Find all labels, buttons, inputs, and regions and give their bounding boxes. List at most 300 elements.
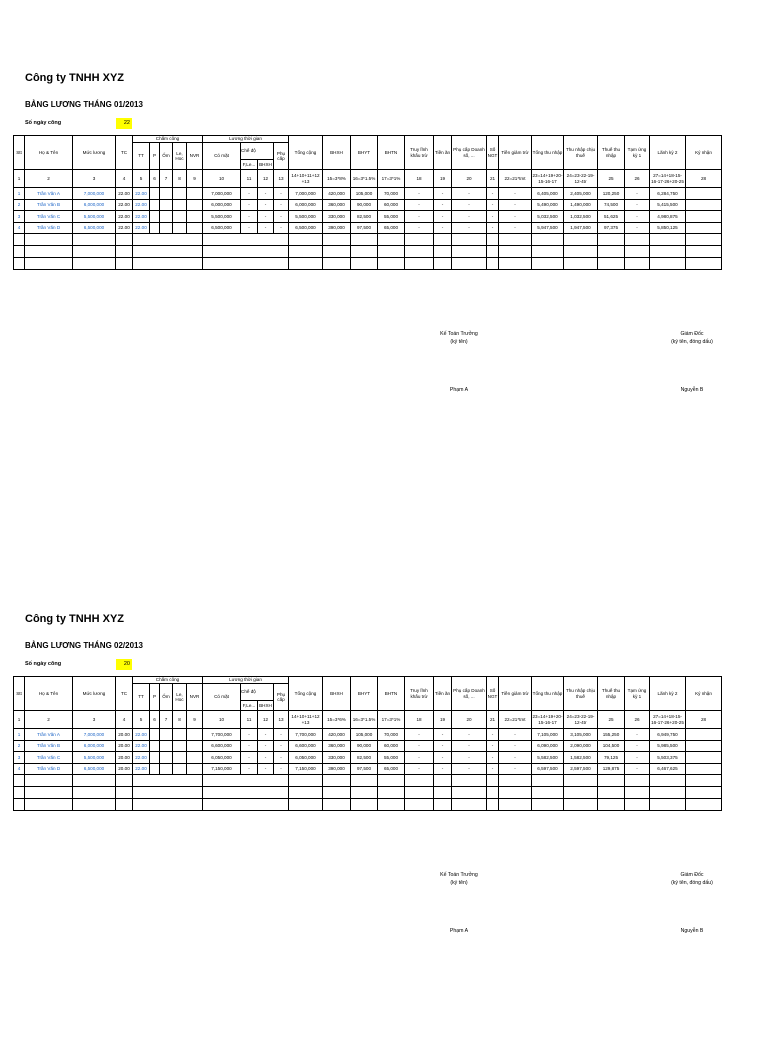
empty-cell (564, 234, 598, 246)
index-cell: 3 (73, 170, 116, 188)
cell-giam-tru: - (499, 199, 532, 211)
empty-cell (73, 787, 116, 799)
cell-co-mat: 7,700,000 (203, 729, 241, 741)
index-cell: 15=3*8% (323, 170, 351, 188)
col-phu-cap-ds-header: Phụ cấp Doanh số, ... (452, 677, 487, 711)
index-cell: 14+10+11+12 +13 (289, 711, 323, 729)
empty-cell (625, 246, 650, 258)
empty-cell (532, 246, 564, 258)
time-salary-group-header: Lương thời gian (203, 136, 289, 143)
cell-bhxh-sub: - (258, 211, 274, 223)
company-name: Công ty TNHH XYZ (25, 613, 124, 625)
empty-row (14, 787, 722, 799)
cell-f-le: - (241, 199, 258, 211)
empty-cell (133, 775, 203, 787)
empty-cell (625, 234, 650, 246)
cell-name[interactable]: Trần Văn A (25, 729, 73, 741)
col-name-header: Họ & Tên (25, 677, 73, 711)
empty-cell (289, 258, 323, 270)
empty-cell (625, 799, 650, 811)
empty-cell (323, 246, 351, 258)
col-p-header: P (150, 143, 160, 170)
empty-cell (351, 775, 378, 787)
empty-cell (25, 258, 73, 270)
cell-name[interactable]: Trần Văn A (25, 188, 73, 200)
cell-total: 6,000,000 (289, 199, 323, 211)
col-bhxh-header: BHXH (323, 677, 351, 711)
cell-linh-ky2: 5,985,500 (650, 740, 686, 752)
index-cell: 9 (187, 711, 203, 729)
col-co-mat-header: Có mặt (203, 143, 241, 170)
cell-bhxh: 390,000 (323, 222, 351, 234)
table-row (14, 752, 722, 764)
cell-giam-tru: - (499, 752, 532, 764)
cell-thu-nhap-chiu-thue: 3,105,000 (564, 729, 598, 741)
col-tong-thu-nhap-header: Tổng thu nhập (532, 136, 564, 170)
empty-cell (650, 234, 686, 246)
cell-nvr (187, 222, 203, 234)
cell-so-ngt: - (487, 222, 499, 234)
empty-cell (452, 234, 487, 246)
empty-cell (378, 799, 405, 811)
index-cell: 24=23-22-19-12-4tr (564, 711, 598, 729)
cell-giam-tru: - (499, 222, 532, 234)
cell-tam-ung: - (625, 752, 650, 764)
director-note: (ký tên, đóng dấu) (671, 879, 713, 886)
empty-cell (133, 246, 203, 258)
empty-cell (650, 787, 686, 799)
index-cell: 19 (434, 170, 452, 188)
cell-bhyt: 82,500 (351, 211, 378, 223)
work-days-value[interactable]: 20 (116, 659, 132, 670)
col-truy-linh-header: Truy lĩnh khấu trừ (405, 136, 434, 170)
cell-nvr (187, 199, 203, 211)
cell-bhyt: 105,000 (351, 188, 378, 200)
cell-bhtn: 60,000 (378, 199, 405, 211)
index-cell: 22=21*tmt (499, 170, 532, 188)
empty-cell (598, 246, 625, 258)
table-row (14, 211, 722, 223)
cell-bhxh-sub: - (258, 740, 274, 752)
accountant-signature (420, 331, 498, 346)
empty-cell (116, 234, 133, 246)
index-cell: 1 (14, 711, 25, 729)
index-cell: 2 (25, 711, 73, 729)
work-days-value[interactable]: 22 (116, 118, 132, 129)
index-cell: 23=14+19+20-15-16-17 (532, 711, 564, 729)
time-salary-group-header: Lương thời gian (203, 677, 289, 684)
cell-tien-an: - (434, 199, 452, 211)
empty-cell (14, 775, 25, 787)
cell-nvr (187, 729, 203, 741)
empty-cell (378, 234, 405, 246)
cell-so-ngt: - (487, 752, 499, 764)
empty-cell (289, 246, 323, 258)
cell-phu-cap: - (274, 740, 289, 752)
empty-cell (598, 775, 625, 787)
col-thu-nhap-chiu-thue-header: Thu nhập chịu thuế (564, 136, 598, 170)
empty-cell (323, 775, 351, 787)
cell-tc: 22.00 (116, 199, 133, 211)
index-cell: 26 (625, 170, 650, 188)
cell-tt: 22.00 (133, 211, 150, 223)
cell-f-le: - (241, 188, 258, 200)
cell-le-hoc (173, 729, 187, 741)
cell-f-le: - (241, 752, 258, 764)
cell-linh-ky2: 6,949,750 (650, 729, 686, 741)
header-row (14, 136, 722, 143)
cell-tam-ung: - (625, 199, 650, 211)
index-cell: 9 (187, 170, 203, 188)
empty-cell (625, 258, 650, 270)
index-cell: 11 (241, 170, 258, 188)
cell-truy-linh: - (405, 729, 434, 741)
empty-cell (378, 787, 405, 799)
col-giam-tru-header: Tiền giảm trừ (499, 677, 532, 711)
empty-cell (499, 258, 532, 270)
cell-giam-tru: - (499, 740, 532, 752)
empty-cell (434, 234, 452, 246)
empty-cell (14, 246, 25, 258)
cell-tien-an: - (434, 211, 452, 223)
col-tc-header: TC (116, 136, 133, 170)
table-row (14, 222, 722, 234)
index-cell: 18 (405, 170, 434, 188)
cell-linh-ky2: 6,284,750 (650, 188, 686, 200)
empty-cell (452, 787, 487, 799)
cell-phu-cap: - (274, 222, 289, 234)
empty-cell (434, 787, 452, 799)
cell-bhxh-sub: - (258, 188, 274, 200)
index-cell: 14+10+11+12 +13 (289, 170, 323, 188)
cell-om (160, 199, 173, 211)
cell-phu-cap-ds: - (452, 188, 487, 200)
empty-cell (25, 787, 73, 799)
cell-bhtn: 70,000 (378, 729, 405, 741)
empty-cell (351, 799, 378, 811)
cell-f-le: - (241, 211, 258, 223)
empty-cell (14, 799, 25, 811)
cell-bhxh-sub: - (258, 752, 274, 764)
cell-p (150, 763, 160, 775)
cell-tam-ung: - (625, 188, 650, 200)
empty-cell (351, 234, 378, 246)
empty-cell (289, 799, 323, 811)
cell-bhxh-sub: - (258, 729, 274, 741)
col-bhyt-header: BHYT (351, 677, 378, 711)
col-linh-ky2-header: Lãnh kỳ 2 (650, 136, 686, 170)
cell-bhxh: 390,000 (323, 763, 351, 775)
empty-cell (452, 246, 487, 258)
empty-cell (487, 234, 499, 246)
empty-cell (499, 775, 532, 787)
empty-cell (116, 775, 133, 787)
empty-cell (487, 775, 499, 787)
cell-bhtn: 70,000 (378, 188, 405, 200)
cell-giam-tru: - (499, 188, 532, 200)
accountant-note: (ký tên) (450, 879, 468, 886)
cell-truy-linh: - (405, 740, 434, 752)
cell-salary: 7,000,000 (73, 729, 116, 741)
cell-phu-cap-ds: - (452, 740, 487, 752)
cell-phu-cap: - (274, 752, 289, 764)
cell-name[interactable]: Trần Văn D (25, 222, 73, 234)
col-tong-thu-nhap-header: Tổng thu nhập (532, 677, 564, 711)
empty-cell (351, 258, 378, 270)
index-cell: 16=3*1.5% (351, 711, 378, 729)
payroll-title: BẢNG LƯƠNG THÁNG 01/2013 (25, 100, 143, 109)
cell-tong-thu-nhap: 5,490,000 (532, 199, 564, 211)
empty-cell (323, 258, 351, 270)
cell-phu-cap-ds: - (452, 222, 487, 234)
empty-cell (405, 775, 434, 787)
index-cell: 6 (150, 711, 160, 729)
table-row (14, 199, 722, 211)
cell-name[interactable]: Trần Văn C (25, 211, 73, 223)
empty-cell (564, 799, 598, 811)
col-om-header: Ốm (160, 684, 173, 711)
cell-thue: 97,375 (598, 222, 625, 234)
empty-cell (598, 234, 625, 246)
empty-cell (434, 775, 452, 787)
empty-cell (686, 775, 722, 787)
cell-phu-cap: - (274, 729, 289, 741)
attendance-group-header: Chấm công (133, 136, 203, 143)
index-cell: 12 (258, 711, 274, 729)
empty-cell (203, 799, 289, 811)
col-giam-tru-header: Tiền giảm trừ (499, 136, 532, 170)
index-row (14, 711, 722, 729)
cell-stt: 1 (14, 188, 25, 200)
cell-salary: 6,000,000 (73, 199, 116, 211)
col-bhxh-header: BHXH (323, 136, 351, 170)
empty-cell (133, 258, 203, 270)
payroll-sheet (0, 541, 768, 1053)
index-cell: 23=14+19+20-15-16-17 (532, 170, 564, 188)
cell-bhtn: 65,000 (378, 222, 405, 234)
empty-cell (598, 258, 625, 270)
cell-so-ngt: - (487, 763, 499, 775)
cell-ky-nhan (686, 729, 722, 741)
cell-f-le: - (241, 729, 258, 741)
empty-row (14, 258, 722, 270)
cell-thu-nhap-chiu-thue: 2,090,000 (564, 740, 598, 752)
empty-cell (686, 799, 722, 811)
cell-giam-tru: - (499, 729, 532, 741)
cell-phu-cap-ds: - (452, 199, 487, 211)
empty-cell (405, 799, 434, 811)
cell-om (160, 740, 173, 752)
cell-phu-cap: - (274, 188, 289, 200)
empty-cell (116, 799, 133, 811)
cell-thue: 155,250 (598, 729, 625, 741)
empty-cell (378, 246, 405, 258)
index-cell: 2 (25, 170, 73, 188)
cell-thu-nhap-chiu-thue: 1,032,500 (564, 211, 598, 223)
empty-cell (650, 799, 686, 811)
index-cell: 11 (241, 711, 258, 729)
cell-salary: 6,500,000 (73, 222, 116, 234)
cell-bhyt: 97,500 (351, 222, 378, 234)
accountant-name: Phạm A (449, 928, 469, 934)
cell-bhyt: 90,000 (351, 199, 378, 211)
cell-total: 7,700,000 (289, 729, 323, 741)
empty-cell (116, 246, 133, 258)
empty-cell (532, 787, 564, 799)
col-thue-header: Thuế thu nhập (598, 677, 625, 711)
cell-name[interactable]: Trần Văn C (25, 752, 73, 764)
cell-nvr (187, 752, 203, 764)
cell-bhxh: 420,000 (323, 729, 351, 741)
cell-le-hoc (173, 199, 187, 211)
empty-cell (133, 234, 203, 246)
cell-linh-ky2: 5,503,375 (650, 752, 686, 764)
index-cell: 17=3*1% (378, 711, 405, 729)
col-bhtn-header: BHTN (378, 677, 405, 711)
cell-co-mat: 7,000,000 (203, 188, 241, 200)
cell-linh-ky2: 5,415,500 (650, 199, 686, 211)
empty-cell (499, 246, 532, 258)
empty-cell (351, 246, 378, 258)
cell-tt: 22.00 (133, 752, 150, 764)
cell-stt: 3 (14, 752, 25, 764)
cell-so-ngt: - (487, 211, 499, 223)
empty-cell (650, 775, 686, 787)
cell-tam-ung: - (625, 211, 650, 223)
cell-total: 6,600,000 (289, 740, 323, 752)
cell-tam-ung: - (625, 729, 650, 741)
index-cell: 10 (203, 711, 241, 729)
empty-cell (434, 246, 452, 258)
index-cell: 20 (452, 711, 487, 729)
index-cell: 15=3*6% (323, 711, 351, 729)
empty-cell (323, 234, 351, 246)
cell-name[interactable]: Trần Văn B (25, 740, 73, 752)
accountant-note: (ký tên) (450, 338, 468, 345)
empty-cell (73, 258, 116, 270)
accountant-title: Kế Toán Trưởng (440, 872, 478, 878)
col-salary-header: Mức lương (73, 677, 116, 711)
cell-thue: 129,875 (598, 763, 625, 775)
cell-tc: 20.00 (116, 763, 133, 775)
cell-le-hoc (173, 740, 187, 752)
col-tt-header: TT (133, 684, 150, 711)
empty-cell (598, 787, 625, 799)
work-days-label: Số ngày công (25, 120, 62, 126)
empty-cell (203, 775, 289, 787)
cell-bhtn: 55,000 (378, 211, 405, 223)
work-days-label: Số ngày công (25, 661, 62, 667)
col-total-header: Tổng cộng (289, 136, 323, 170)
index-cell: 10 (203, 170, 241, 188)
cell-le-hoc (173, 211, 187, 223)
cell-le-hoc (173, 763, 187, 775)
index-cell: 19 (434, 711, 452, 729)
empty-cell (14, 234, 25, 246)
empty-cell (73, 775, 116, 787)
cell-bhtn: 55,000 (378, 752, 405, 764)
cell-thu-nhap-chiu-thue: 1,490,000 (564, 199, 598, 211)
director-note: (ký tên, đóng dấu) (671, 338, 713, 345)
empty-cell (203, 234, 289, 246)
empty-cell (564, 246, 598, 258)
index-cell: 12 (258, 170, 274, 188)
empty-cell (487, 258, 499, 270)
empty-cell (686, 787, 722, 799)
cell-stt: 4 (14, 763, 25, 775)
empty-cell (116, 787, 133, 799)
empty-cell (487, 799, 499, 811)
cell-p (150, 222, 160, 234)
cell-le-hoc (173, 752, 187, 764)
empty-cell (532, 775, 564, 787)
col-f-le-header: F,Le... (241, 701, 258, 711)
col-tien-an-header: Tiền ăn (434, 677, 452, 711)
cell-nvr (187, 211, 203, 223)
cell-phu-cap-ds: - (452, 729, 487, 741)
accountant-title: Kế Toán Trưởng (440, 331, 478, 337)
cell-phu-cap: - (274, 763, 289, 775)
cell-stt: 2 (14, 199, 25, 211)
cell-co-mat: 6,050,000 (203, 752, 241, 764)
cell-f-le: - (241, 740, 258, 752)
col-phu-cap-header: Phụ cấp (274, 143, 289, 170)
index-cell: 16=3*1.5% (351, 170, 378, 188)
cell-stt: 2 (14, 740, 25, 752)
cell-tam-ung: - (625, 763, 650, 775)
col-bhxh-sub-header: BHXH (258, 160, 274, 170)
col-le-hoc-header: Le, Hoc (173, 143, 187, 170)
director-title: Giám Đốc (680, 331, 704, 337)
empty-cell (133, 787, 203, 799)
cell-thue: 74,500 (598, 199, 625, 211)
cell-so-ngt: - (487, 188, 499, 200)
cell-co-mat: 6,500,000 (203, 222, 241, 234)
cell-bhxh: 360,000 (323, 199, 351, 211)
cell-bhyt: 90,000 (351, 740, 378, 752)
cell-thu-nhap-chiu-thue: 2,597,500 (564, 763, 598, 775)
col-name-header: Họ & Tên (25, 136, 73, 170)
cell-om (160, 763, 173, 775)
empty-cell (499, 787, 532, 799)
empty-cell (564, 787, 598, 799)
empty-cell (452, 799, 487, 811)
index-cell: 13 (274, 170, 289, 188)
cell-truy-linh: - (405, 222, 434, 234)
col-stt-header: Stt (14, 677, 25, 711)
cell-salary: 6,500,000 (73, 763, 116, 775)
cell-tien-an: - (434, 729, 452, 741)
cell-name[interactable]: Trần Văn D (25, 763, 73, 775)
col-salary-header: Mức lương (73, 136, 116, 170)
index-cell: 5 (133, 711, 150, 729)
cell-linh-ky2: 6,467,625 (650, 763, 686, 775)
empty-cell (452, 775, 487, 787)
empty-cell (686, 234, 722, 246)
empty-cell (650, 246, 686, 258)
col-tc-header: TC (116, 677, 133, 711)
index-cell: 5 (133, 170, 150, 188)
index-cell: 28 (686, 170, 722, 188)
empty-cell (452, 258, 487, 270)
cell-salary: 6,000,000 (73, 740, 116, 752)
cell-name[interactable]: Trần Văn B (25, 199, 73, 211)
empty-cell (25, 799, 73, 811)
empty-row (14, 246, 722, 258)
index-cell: 27=14+18-15-16-17-26+20-25 (650, 170, 686, 188)
payroll-sheet (0, 0, 768, 512)
index-cell: 25 (598, 170, 625, 188)
